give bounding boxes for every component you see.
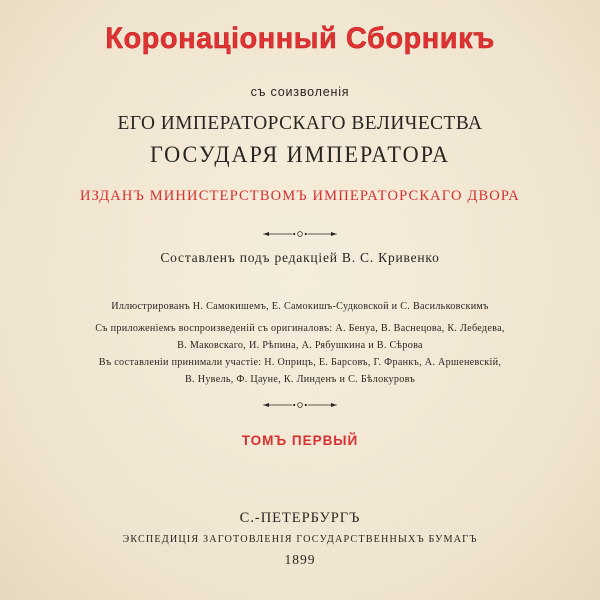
imprint-publisher: ЭКСПЕДИЦІЯ ЗАГОТОВЛЕНІЯ ГОСУДАРСТВЕННЫХЪ БУМАГЪ (122, 534, 478, 545)
flourish-ornament-icon (261, 400, 338, 410)
participants-line-1: Въ составленіи принимали участіе: Н. Оприцъ, Е. Барсовъ, Г. Франкъ, А. Аршеневскій, (98, 357, 502, 368)
ornament-divider-top (10, 229, 590, 239)
imprint-city: С.-ПЕТЕРБУРГЪ (239, 510, 361, 526)
imprint-year: 1899 (284, 553, 316, 568)
volume-label: ТОМЪ ПЕРВЫЙ (241, 432, 359, 448)
ornament-divider-bottom (10, 400, 590, 410)
compiled-by-line: Составленъ подъ редакціей В. С. Кривенко (160, 251, 440, 266)
supplements-line-1: Съ приложеніемъ воспроизведеній съ оригиналовъ: А. Бенуа, В. Васнецова, К. Лебедева, (95, 323, 505, 334)
page-title: Коронаціонный Сборникъ (105, 22, 495, 55)
majesty-line: ЕГО ИМПЕРАТОРСКАГО ВЕЛИЧЕСТВА (117, 112, 483, 134)
participants-line-2: В. Нувель, Ф. Цауне, К. Линденъ и С. Бѣлокуровъ (184, 374, 416, 385)
supplements-line-2: В. Маковскаго, И. Рѣпина, А. Рябушкина и В. Сѣрова (177, 340, 423, 351)
illustrated-by-line: Иллюстрированъ Н. Самокишемъ, Е. Самокишъ-Судковской и С. Васильковскимъ (111, 301, 489, 312)
flourish-ornament-icon (261, 229, 338, 239)
publisher-line: ИЗДАНЪ МИНИСТЕРСТВОМЪ ИМПЕРАТОРСКАГО ДВОРА (80, 188, 520, 204)
consent-line: съ соизволенія (250, 84, 350, 99)
emperor-line: ГОСУДАРЯ ИМПЕРАТОРА (149, 142, 451, 167)
